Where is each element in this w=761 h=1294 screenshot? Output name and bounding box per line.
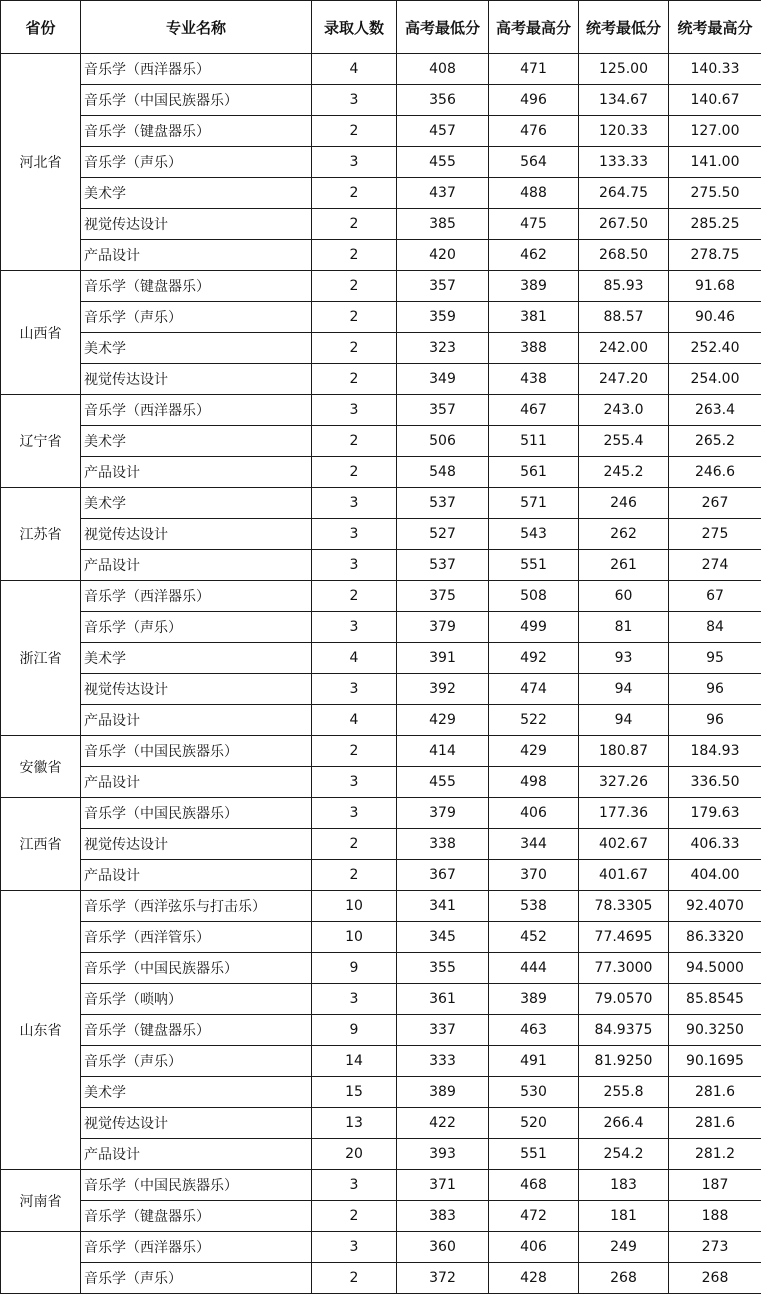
table-row (1, 1201, 761, 1232)
admitted-count-cell: 15 (312, 1077, 397, 1108)
unified-max-cell: 140.67 (669, 85, 761, 116)
gaokao-min-cell: 393 (397, 1139, 489, 1170)
major-name-cell: 音乐学（唢呐） (81, 984, 312, 1015)
unified-max-cell: 267 (669, 488, 761, 519)
gaokao-min-cell: 371 (397, 1170, 489, 1201)
unified-max-cell: 94.5000 (669, 953, 761, 984)
table-row (1, 395, 761, 426)
admitted-count-cell: 2 (312, 364, 397, 395)
unified-min-cell: 255.4 (579, 426, 669, 457)
admitted-count-cell: 2 (312, 829, 397, 860)
table-row (1, 891, 761, 922)
admitted-count-cell: 2 (312, 178, 397, 209)
admitted-count-cell: 2 (312, 1263, 397, 1294)
gaokao-min-cell: 385 (397, 209, 489, 240)
major-name-cell: 音乐学（中国民族器乐） (81, 736, 312, 767)
admitted-count-cell: 2 (312, 116, 397, 147)
admitted-count-cell: 13 (312, 1108, 397, 1139)
gaokao-max-cell: 472 (489, 1201, 579, 1232)
major-name-cell: 美术学 (81, 643, 312, 674)
unified-min-cell: 78.3305 (579, 891, 669, 922)
admitted-count-cell: 2 (312, 426, 397, 457)
major-name-cell: 视觉传达设计 (81, 209, 312, 240)
gaokao-min-cell: 389 (397, 1077, 489, 1108)
table-row (1, 612, 761, 643)
unified-min-cell: 266.4 (579, 1108, 669, 1139)
admitted-count-cell: 3 (312, 798, 397, 829)
table-row (1, 1046, 761, 1077)
major-name-cell: 音乐学（西洋管乐） (81, 922, 312, 953)
unified-min-cell: 249 (579, 1232, 669, 1263)
header-admitted-count: 录取人数 (312, 1, 397, 54)
admitted-count-cell: 2 (312, 271, 397, 302)
table-row (1, 550, 761, 581)
unified-min-cell: 125.00 (579, 54, 669, 85)
unified-max-cell: 275.50 (669, 178, 761, 209)
gaokao-min-cell: 360 (397, 1232, 489, 1263)
gaokao-min-cell: 408 (397, 54, 489, 85)
header-gaokao-max: 高考最高分 (489, 1, 579, 54)
unified-min-cell: 268 (579, 1263, 669, 1294)
admitted-count-cell: 3 (312, 395, 397, 426)
unified-min-cell: 77.4695 (579, 922, 669, 953)
gaokao-min-cell: 345 (397, 922, 489, 953)
unified-min-cell: 93 (579, 643, 669, 674)
unified-min-cell: 261 (579, 550, 669, 581)
gaokao-max-cell: 406 (489, 1232, 579, 1263)
admitted-count-cell: 2 (312, 333, 397, 364)
unified-max-cell: 90.3250 (669, 1015, 761, 1046)
table-row (1, 519, 761, 550)
province-cell: 江西省 (1, 798, 81, 891)
gaokao-min-cell: 355 (397, 953, 489, 984)
admitted-count-cell: 4 (312, 54, 397, 85)
table-row (1, 674, 761, 705)
gaokao-max-cell: 543 (489, 519, 579, 550)
unified-min-cell: 94 (579, 674, 669, 705)
admitted-count-cell: 9 (312, 953, 397, 984)
unified-max-cell: 67 (669, 581, 761, 612)
unified-max-cell: 84 (669, 612, 761, 643)
header-row (1, 1, 761, 54)
admitted-count-cell: 20 (312, 1139, 397, 1170)
table-row (1, 767, 761, 798)
unified-min-cell: 247.20 (579, 364, 669, 395)
major-name-cell: 视觉传达设计 (81, 829, 312, 860)
gaokao-max-cell: 389 (489, 984, 579, 1015)
gaokao-min-cell: 338 (397, 829, 489, 860)
unified-max-cell: 265.2 (669, 426, 761, 457)
unified-min-cell: 262 (579, 519, 669, 550)
table-row (1, 302, 761, 333)
unified-min-cell: 327.26 (579, 767, 669, 798)
gaokao-min-cell: 341 (397, 891, 489, 922)
gaokao-max-cell: 452 (489, 922, 579, 953)
admitted-count-cell: 3 (312, 1170, 397, 1201)
table-row (1, 736, 761, 767)
gaokao-min-cell: 383 (397, 1201, 489, 1232)
gaokao-max-cell: 551 (489, 1139, 579, 1170)
unified-min-cell: 88.57 (579, 302, 669, 333)
table-row (1, 457, 761, 488)
unified-min-cell: 94 (579, 705, 669, 736)
unified-max-cell: 184.93 (669, 736, 761, 767)
gaokao-min-cell: 548 (397, 457, 489, 488)
unified-max-cell: 179.63 (669, 798, 761, 829)
gaokao-max-cell: 438 (489, 364, 579, 395)
table-row (1, 1139, 761, 1170)
gaokao-max-cell: 444 (489, 953, 579, 984)
gaokao-max-cell: 462 (489, 240, 579, 271)
unified-max-cell: 91.68 (669, 271, 761, 302)
major-name-cell: 音乐学（西洋器乐） (81, 395, 312, 426)
header-unified-max: 统考最高分 (669, 1, 761, 54)
major-name-cell: 音乐学（声乐） (81, 612, 312, 643)
table-row (1, 1263, 761, 1294)
unified-max-cell: 281.6 (669, 1077, 761, 1108)
table-row (1, 426, 761, 457)
gaokao-min-cell: 420 (397, 240, 489, 271)
unified-min-cell: 242.00 (579, 333, 669, 364)
unified-max-cell: 336.50 (669, 767, 761, 798)
major-name-cell: 产品设计 (81, 550, 312, 581)
gaokao-min-cell: 375 (397, 581, 489, 612)
table-row (1, 333, 761, 364)
gaokao-min-cell: 357 (397, 271, 489, 302)
table-row (1, 1170, 761, 1201)
province-cell: 浙江省 (1, 581, 81, 736)
gaokao-max-cell: 476 (489, 116, 579, 147)
unified-max-cell: 278.75 (669, 240, 761, 271)
gaokao-max-cell: 370 (489, 860, 579, 891)
gaokao-max-cell: 428 (489, 1263, 579, 1294)
unified-max-cell: 90.46 (669, 302, 761, 333)
admitted-count-cell: 2 (312, 1201, 397, 1232)
table-row (1, 364, 761, 395)
gaokao-max-cell: 520 (489, 1108, 579, 1139)
major-name-cell: 音乐学（西洋器乐） (81, 581, 312, 612)
unified-max-cell: 275 (669, 519, 761, 550)
unified-min-cell: 133.33 (579, 147, 669, 178)
gaokao-min-cell: 379 (397, 798, 489, 829)
major-name-cell: 音乐学（中国民族器乐） (81, 953, 312, 984)
unified-min-cell: 255.8 (579, 1077, 669, 1108)
table-row (1, 1015, 761, 1046)
unified-min-cell: 134.67 (579, 85, 669, 116)
major-name-cell: 视觉传达设计 (81, 519, 312, 550)
major-name-cell: 音乐学（键盘器乐） (81, 1015, 312, 1046)
table-row (1, 240, 761, 271)
unified-min-cell: 268.50 (579, 240, 669, 271)
unified-min-cell: 60 (579, 581, 669, 612)
gaokao-max-cell: 492 (489, 643, 579, 674)
admitted-count-cell: 3 (312, 488, 397, 519)
unified-max-cell: 246.6 (669, 457, 761, 488)
unified-min-cell: 84.9375 (579, 1015, 669, 1046)
table-row (1, 1108, 761, 1139)
table-row (1, 953, 761, 984)
province-cell: 河南省 (1, 1170, 81, 1232)
gaokao-max-cell: 508 (489, 581, 579, 612)
table-row (1, 984, 761, 1015)
major-name-cell: 音乐学（西洋器乐） (81, 1232, 312, 1263)
table-row (1, 488, 761, 519)
admitted-count-cell: 14 (312, 1046, 397, 1077)
admitted-count-cell: 2 (312, 581, 397, 612)
unified-max-cell: 252.40 (669, 333, 761, 364)
unified-min-cell: 181 (579, 1201, 669, 1232)
table-row (1, 798, 761, 829)
province-cell: 山东省 (1, 891, 81, 1170)
gaokao-max-cell: 491 (489, 1046, 579, 1077)
admitted-count-cell: 3 (312, 85, 397, 116)
gaokao-min-cell: 367 (397, 860, 489, 891)
major-name-cell: 产品设计 (81, 240, 312, 271)
gaokao-min-cell: 414 (397, 736, 489, 767)
major-name-cell: 产品设计 (81, 1139, 312, 1170)
major-name-cell: 音乐学（西洋器乐） (81, 54, 312, 85)
gaokao-min-cell: 323 (397, 333, 489, 364)
unified-min-cell: 264.75 (579, 178, 669, 209)
unified-min-cell: 243.0 (579, 395, 669, 426)
unified-max-cell: 268 (669, 1263, 761, 1294)
gaokao-min-cell: 429 (397, 705, 489, 736)
major-name-cell: 音乐学（西洋弦乐与打击乐） (81, 891, 312, 922)
unified-min-cell: 77.3000 (579, 953, 669, 984)
province-cell (1, 1232, 81, 1294)
admitted-count-cell: 10 (312, 891, 397, 922)
major-name-cell: 音乐学（声乐） (81, 302, 312, 333)
major-name-cell: 视觉传达设计 (81, 674, 312, 705)
unified-min-cell: 81 (579, 612, 669, 643)
gaokao-max-cell: 381 (489, 302, 579, 333)
table-row (1, 1232, 761, 1263)
major-name-cell: 产品设计 (81, 767, 312, 798)
admitted-count-cell: 4 (312, 643, 397, 674)
unified-max-cell: 254.00 (669, 364, 761, 395)
major-name-cell: 音乐学（键盘器乐） (81, 1201, 312, 1232)
gaokao-min-cell: 527 (397, 519, 489, 550)
gaokao-max-cell: 406 (489, 798, 579, 829)
unified-min-cell: 401.67 (579, 860, 669, 891)
table-row (1, 643, 761, 674)
gaokao-max-cell: 475 (489, 209, 579, 240)
unified-max-cell: 86.3320 (669, 922, 761, 953)
gaokao-min-cell: 506 (397, 426, 489, 457)
major-name-cell: 音乐学（键盘器乐） (81, 116, 312, 147)
major-name-cell: 视觉传达设计 (81, 364, 312, 395)
table-body (1, 54, 761, 1294)
admitted-count-cell: 2 (312, 860, 397, 891)
admitted-count-cell: 2 (312, 457, 397, 488)
unified-max-cell: 96 (669, 674, 761, 705)
unified-max-cell: 140.33 (669, 54, 761, 85)
gaokao-min-cell: 357 (397, 395, 489, 426)
gaokao-max-cell: 388 (489, 333, 579, 364)
gaokao-max-cell: 499 (489, 612, 579, 643)
unified-max-cell: 127.00 (669, 116, 761, 147)
province-cell: 河北省 (1, 54, 81, 271)
table-row (1, 581, 761, 612)
header-gaokao-min: 高考最低分 (397, 1, 489, 54)
table-row (1, 147, 761, 178)
gaokao-min-cell: 349 (397, 364, 489, 395)
gaokao-max-cell: 530 (489, 1077, 579, 1108)
gaokao-max-cell: 511 (489, 426, 579, 457)
table-row (1, 271, 761, 302)
gaokao-max-cell: 389 (489, 271, 579, 302)
gaokao-max-cell: 496 (489, 85, 579, 116)
province-cell: 山西省 (1, 271, 81, 395)
unified-max-cell: 273 (669, 1232, 761, 1263)
major-name-cell: 产品设计 (81, 860, 312, 891)
unified-min-cell: 402.67 (579, 829, 669, 860)
gaokao-max-cell: 522 (489, 705, 579, 736)
table-row (1, 54, 761, 85)
admitted-count-cell: 10 (312, 922, 397, 953)
unified-min-cell: 183 (579, 1170, 669, 1201)
gaokao-max-cell: 498 (489, 767, 579, 798)
gaokao-max-cell: 564 (489, 147, 579, 178)
gaokao-min-cell: 392 (397, 674, 489, 705)
major-name-cell: 音乐学（声乐） (81, 1263, 312, 1294)
admitted-count-cell: 2 (312, 302, 397, 333)
unified-max-cell: 281.2 (669, 1139, 761, 1170)
major-name-cell: 视觉传达设计 (81, 1108, 312, 1139)
unified-min-cell: 120.33 (579, 116, 669, 147)
admitted-count-cell: 3 (312, 1232, 397, 1263)
unified-min-cell: 267.50 (579, 209, 669, 240)
gaokao-min-cell: 361 (397, 984, 489, 1015)
gaokao-min-cell: 537 (397, 488, 489, 519)
unified-max-cell: 263.4 (669, 395, 761, 426)
unified-max-cell: 92.4070 (669, 891, 761, 922)
unified-min-cell: 246 (579, 488, 669, 519)
unified-max-cell: 95 (669, 643, 761, 674)
gaokao-min-cell: 372 (397, 1263, 489, 1294)
unified-max-cell: 285.25 (669, 209, 761, 240)
major-name-cell: 音乐学（声乐） (81, 1046, 312, 1077)
gaokao-min-cell: 359 (397, 302, 489, 333)
admitted-count-cell: 4 (312, 705, 397, 736)
unified-min-cell: 245.2 (579, 457, 669, 488)
admitted-count-cell: 2 (312, 209, 397, 240)
gaokao-min-cell: 437 (397, 178, 489, 209)
gaokao-min-cell: 379 (397, 612, 489, 643)
gaokao-min-cell: 391 (397, 643, 489, 674)
admitted-count-cell: 3 (312, 612, 397, 643)
table-row (1, 922, 761, 953)
admitted-count-cell: 3 (312, 147, 397, 178)
gaokao-min-cell: 422 (397, 1108, 489, 1139)
table-row (1, 178, 761, 209)
gaokao-max-cell: 468 (489, 1170, 579, 1201)
unified-min-cell: 254.2 (579, 1139, 669, 1170)
unified-max-cell: 406.33 (669, 829, 761, 860)
unified-max-cell: 96 (669, 705, 761, 736)
unified-max-cell: 188 (669, 1201, 761, 1232)
table-row (1, 829, 761, 860)
unified-max-cell: 404.00 (669, 860, 761, 891)
gaokao-max-cell: 471 (489, 54, 579, 85)
province-cell: 安徽省 (1, 736, 81, 798)
admitted-count-cell: 2 (312, 240, 397, 271)
unified-max-cell: 281.6 (669, 1108, 761, 1139)
major-name-cell: 音乐学（中国民族器乐） (81, 1170, 312, 1201)
header-province: 省份 (1, 1, 81, 54)
header-major: 专业名称 (81, 1, 312, 54)
unified-min-cell: 177.36 (579, 798, 669, 829)
table-row (1, 85, 761, 116)
gaokao-min-cell: 356 (397, 85, 489, 116)
unified-max-cell: 187 (669, 1170, 761, 1201)
major-name-cell: 美术学 (81, 178, 312, 209)
major-name-cell: 产品设计 (81, 705, 312, 736)
admitted-count-cell: 3 (312, 519, 397, 550)
major-name-cell: 音乐学（键盘器乐） (81, 271, 312, 302)
table-row (1, 209, 761, 240)
admitted-count-cell: 3 (312, 767, 397, 798)
gaokao-max-cell: 463 (489, 1015, 579, 1046)
gaokao-max-cell: 467 (489, 395, 579, 426)
table-row (1, 705, 761, 736)
table-row (1, 116, 761, 147)
unified-min-cell: 79.0570 (579, 984, 669, 1015)
major-name-cell: 音乐学（声乐） (81, 147, 312, 178)
admitted-count-cell: 3 (312, 674, 397, 705)
gaokao-min-cell: 537 (397, 550, 489, 581)
gaokao-min-cell: 457 (397, 116, 489, 147)
unified-min-cell: 180.87 (579, 736, 669, 767)
major-name-cell: 音乐学（中国民族器乐） (81, 798, 312, 829)
admitted-count-cell: 2 (312, 736, 397, 767)
gaokao-max-cell: 538 (489, 891, 579, 922)
table-row (1, 1077, 761, 1108)
gaokao-max-cell: 429 (489, 736, 579, 767)
province-cell: 辽宁省 (1, 395, 81, 488)
major-name-cell: 美术学 (81, 488, 312, 519)
gaokao-max-cell: 551 (489, 550, 579, 581)
gaokao-min-cell: 455 (397, 767, 489, 798)
gaokao-max-cell: 571 (489, 488, 579, 519)
gaokao-min-cell: 333 (397, 1046, 489, 1077)
gaokao-max-cell: 488 (489, 178, 579, 209)
major-name-cell: 美术学 (81, 333, 312, 364)
gaokao-min-cell: 455 (397, 147, 489, 178)
major-name-cell: 音乐学（中国民族器乐） (81, 85, 312, 116)
admitted-count-cell: 9 (312, 1015, 397, 1046)
gaokao-min-cell: 337 (397, 1015, 489, 1046)
unified-max-cell: 90.1695 (669, 1046, 761, 1077)
gaokao-max-cell: 474 (489, 674, 579, 705)
major-name-cell: 美术学 (81, 426, 312, 457)
unified-max-cell: 85.8545 (669, 984, 761, 1015)
gaokao-max-cell: 561 (489, 457, 579, 488)
major-name-cell: 产品设计 (81, 457, 312, 488)
header-unified-min: 统考最低分 (579, 1, 669, 54)
province-cell: 江苏省 (1, 488, 81, 581)
unified-max-cell: 274 (669, 550, 761, 581)
admitted-count-cell: 3 (312, 984, 397, 1015)
gaokao-max-cell: 344 (489, 829, 579, 860)
unified-min-cell: 85.93 (579, 271, 669, 302)
unified-max-cell: 141.00 (669, 147, 761, 178)
table-row (1, 860, 761, 891)
unified-min-cell: 81.9250 (579, 1046, 669, 1077)
major-name-cell: 美术学 (81, 1077, 312, 1108)
admitted-count-cell: 3 (312, 550, 397, 581)
